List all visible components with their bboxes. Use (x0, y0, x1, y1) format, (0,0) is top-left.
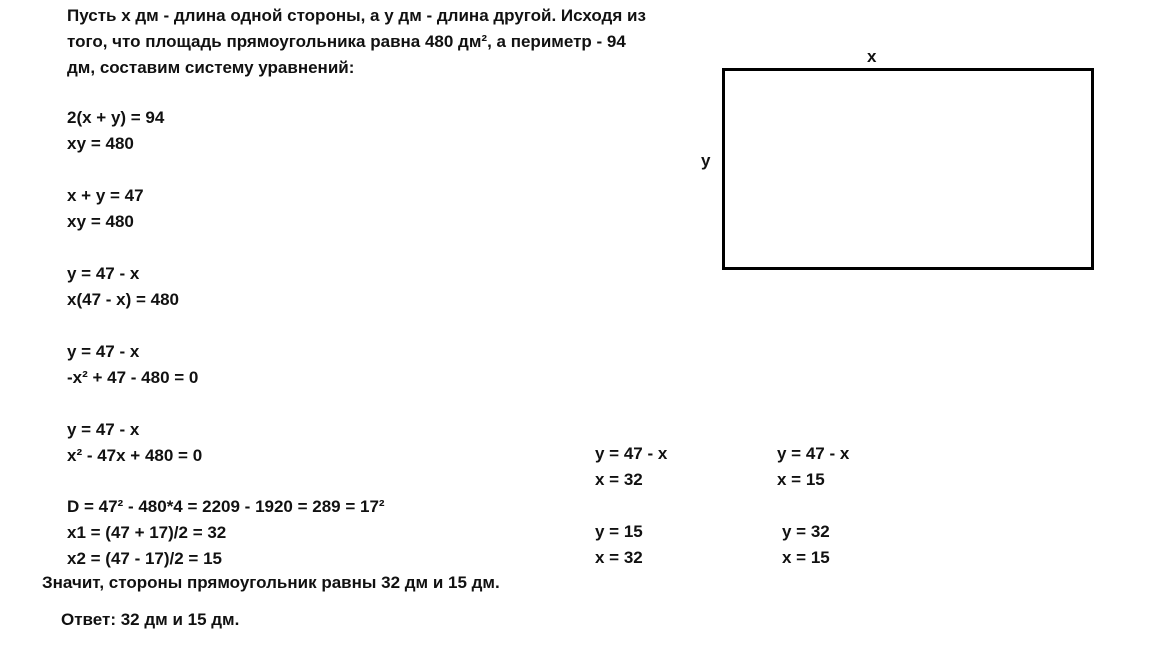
root-x2: х2 = (47 - 17)/2 = 15 (67, 549, 222, 568)
diagram-label-y: у (701, 151, 711, 170)
intro-line-2: того, что площадь прямоугольника равна 480 дм², а периметр - 94 (67, 32, 626, 51)
rectangle-diagram (722, 68, 1094, 270)
conclusion-text: Значит, стороны прямоугольник равны 32 дм и 15 дм. (42, 573, 500, 592)
discriminant-line: D = 47² - 480*4 = 2209 - 1920 = 289 = 17² (67, 497, 385, 516)
subst-left-top-eq-1: у = 47 - х (595, 444, 668, 463)
intro-line-3: дм, составим систему уравнений: (67, 58, 355, 77)
system-1-eq-1: 2(х + у) = 94 (67, 108, 165, 127)
system-5-eq-2: х² - 47х + 480 = 0 (67, 446, 203, 465)
system-3-eq-2: х(47 - х) = 480 (67, 290, 179, 309)
system-4-eq-2: -х² + 47 - 480 = 0 (67, 368, 199, 387)
system-5-eq-1: у = 47 - х (67, 420, 140, 439)
answer-text: Ответ: 32 дм и 15 дм. (61, 610, 240, 629)
subst-left-top-eq-2: х = 32 (595, 470, 643, 489)
system-3-eq-1: у = 47 - х (67, 264, 140, 283)
system-2-eq-1: х + у = 47 (67, 186, 144, 205)
subst-left-bottom-eq-2: х = 32 (595, 548, 643, 567)
system-1-eq-2: ху = 480 (67, 134, 134, 153)
subst-right-bottom-eq-2: х = 15 (782, 548, 830, 567)
system-4-eq-1: у = 47 - х (67, 342, 140, 361)
diagram-label-x: х (867, 47, 877, 66)
intro-line-1: Пусть х дм - длина одной стороны, а у дм - длина другой. Исходя из (67, 6, 646, 25)
system-2-eq-2: ху = 480 (67, 212, 134, 231)
subst-right-bottom-eq-1: у = 32 (782, 522, 830, 541)
subst-left-bottom-eq-1: у = 15 (595, 522, 643, 541)
root-x1: х1 = (47 + 17)/2 = 32 (67, 523, 227, 542)
subst-right-top-eq-1: у = 47 - х (777, 444, 850, 463)
subst-right-top-eq-2: х = 15 (777, 470, 825, 489)
